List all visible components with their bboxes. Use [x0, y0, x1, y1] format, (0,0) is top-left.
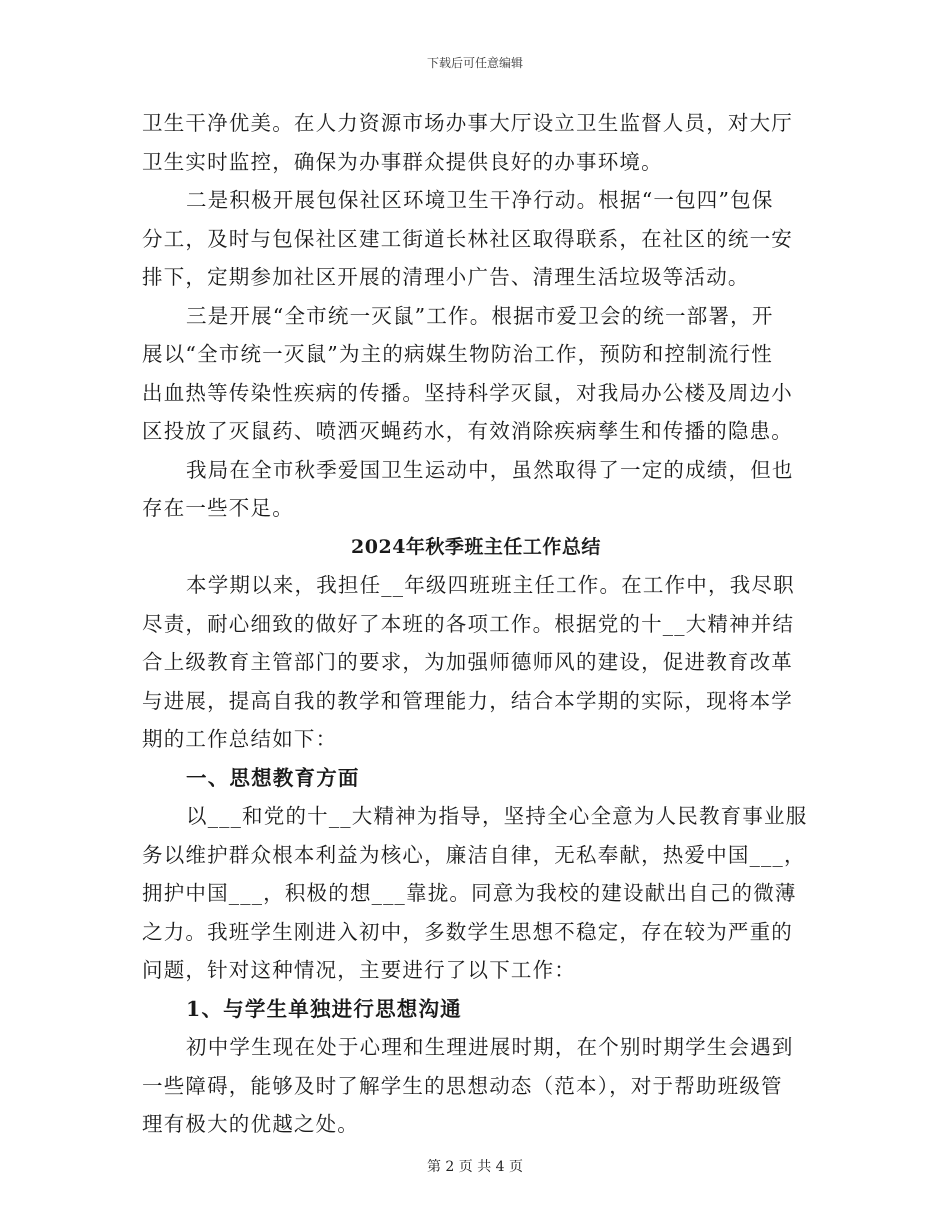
text-line: 排下，定期参加社区开展的清理小广告、清理生活垃圾等活动。: [142, 265, 750, 289]
text-line: 理有极大的优越之处。: [142, 1112, 359, 1136]
text-line: 期的工作总结如下：: [142, 727, 338, 751]
document-body: [142, 104, 810, 1144]
text-line: 我局在全市秋季爱国卫生运动中，虽然取得了一定的成绩，但也: [186, 457, 794, 482]
text-line: 卫生干净优美。在人力资源市场办事大厅设立卫生监督人员，对大厅: [142, 111, 793, 135]
text-line: 二是积极开展包保社区环境卫生干净行动。根据“一包四”包保: [186, 188, 774, 212]
text-line: 存在一些不足。: [142, 496, 294, 520]
text-line: 合上级教育主管部门的要求，为加强师德师风的建设，促进教育改革: [142, 650, 793, 674]
text-line: 之力。我班学生刚进入初中，多数学生思想不稳定，存在较为严重的: [142, 919, 793, 944]
text-line: 初中学生现在处于心理和生理进展时期，在个别时期学生会遇到: [186, 1035, 794, 1059]
text-line: 问题，针对这种情况，主要进行了以下工作：: [142, 958, 576, 982]
text-line: 分工，及时与包保社区建工街道长林社区取得联系，在社区的统一安: [142, 226, 793, 251]
text-line: 务以维护群众根本利益为核心，廉洁自律，无私奉献，热爱中国___，: [142, 842, 806, 867]
text-line: 一些障碍，能够及时了解学生的思想动态（范本），对于帮助班级管: [142, 1073, 783, 1098]
text-line: 卫生实时监控，确保为办事群众提供良好的办事环境。: [142, 149, 663, 174]
text-line: 区投放了灭鼠药、喷洒灭蝇药水，有效消除疾病孳生和传播的隐患。: [142, 419, 793, 443]
subheading-line: 一、思想教育方面: [186, 765, 360, 790]
section-heading: 2024年秋季班主任工作总结: [351, 535, 601, 558]
text-line: 与进展，提高自我的教学和管理能力，结合本学期的实际，现将本学: [142, 688, 793, 713]
subheading-line: 1、与学生单独进行思想沟通: [186, 996, 462, 1021]
page-header-note: 下载后可任意编辑: [426, 56, 523, 70]
text-line: 尽责，耐心细致的做好了本班的各项工作。根据党的十__大精神并结: [142, 611, 795, 636]
text-line: 拥护中国___，积极的想___靠拢。同意为我校的建设献出自己的微薄: [142, 881, 797, 905]
text-line: 展以“全市统一灭鼠”为主的病媒生物防治工作，预防和控制流行性: [142, 342, 773, 366]
text-line: 三是开展“全市统一灭鼠”工作。根据市爱卫会的统一部署，开: [186, 303, 774, 328]
page-footer: 第 2 页 共 4 页: [426, 1159, 524, 1175]
text-line: 出血热等传染性疾病的传播。坚持科学灭鼠，对我局办公楼及周边小: [142, 380, 793, 405]
text-line: 本学期以来，我担任__年级四班班主任工作。在工作中，我尽职: [186, 573, 795, 597]
text-line: 以___和党的十__大精神为指导，坚持全心全意为人民教育事业服: [186, 804, 808, 828]
